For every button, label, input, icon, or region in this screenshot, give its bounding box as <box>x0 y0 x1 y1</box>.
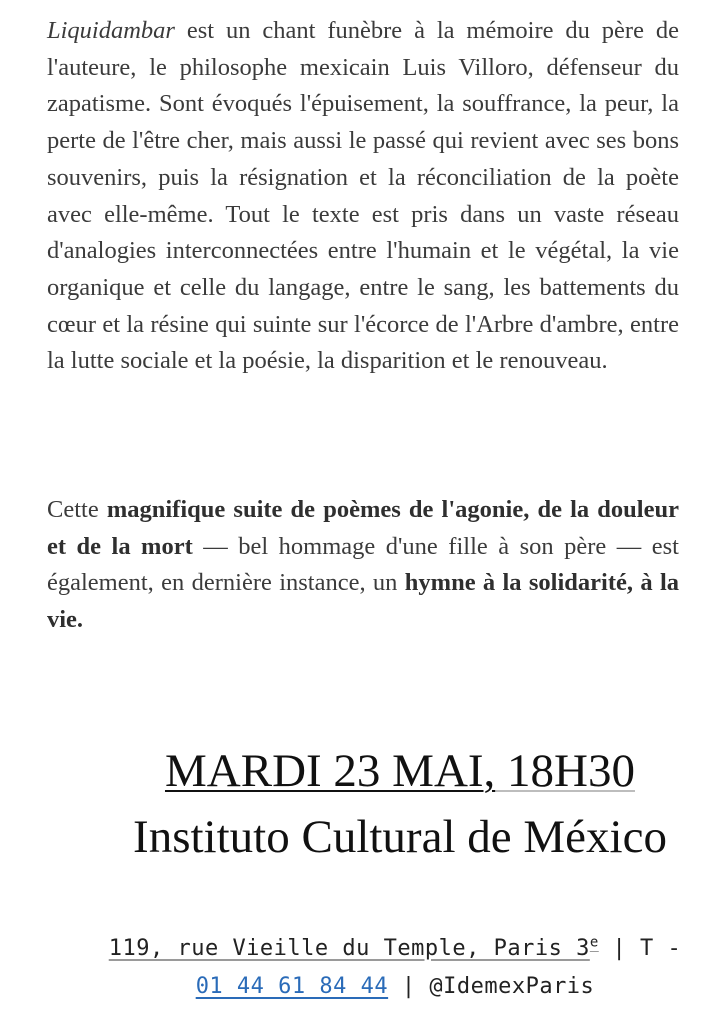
event-venue: Instituto Cultural de México <box>133 811 667 863</box>
event-date <box>110 740 690 802</box>
description-paragraph <box>47 13 679 380</box>
summary-paragraph <box>47 492 679 639</box>
summary-middle: — bel hommage d'une fille à son père — est également, en dernière instance, un <box>47 532 679 597</box>
summary-highlight-2: hymne à la solidarité, à la vie. <box>47 569 680 634</box>
arrondissement-suffix: e <box>589 934 599 951</box>
summary-highlight-1: magnifique suite de poèmes de l'agonie, de la douleur et de la mort <box>47 496 679 560</box>
book-title: Liquidambar <box>47 17 175 44</box>
address-separator-2: | @IdemexParis <box>388 974 595 999</box>
street-address: 119, rue Vieille du Temple, Paris 3 <box>108 936 590 961</box>
phone-link[interactable]: 01 44 61 84 44 <box>195 974 389 999</box>
address-separator-1: | T - <box>598 936 682 961</box>
description-text: est un chant funèbre à la mémoire du père de l'auteure, le philosophe mexicain Luis Villoro, défenseur du zapatisme. Sont évoqués l'épuisement, la souffrance, la peur, la perte de l'être cher, mais aussi le passé qui revient avec ses bons souvenirs, puis la résignation et la réconciliation de la poète avec elle-même. Tout le texte est pris dans un vaste réseau d'analogies interconnectées entre l'humain et le végétal, la vie organique et celle du langage, entre le sang, les battements du cœur et la résine qui suinte sur l'écorce de l'Arbre d'ambre, entre la lutte sociale et la poésie, la disparition et le renouveau. <box>47 17 679 375</box>
event-address <box>90 930 700 1006</box>
event-date-time: 18H30 <box>495 745 635 797</box>
event-date-day: MARDI 23 MAI, <box>164 745 496 797</box>
summary-intro: Cette <box>47 496 107 523</box>
